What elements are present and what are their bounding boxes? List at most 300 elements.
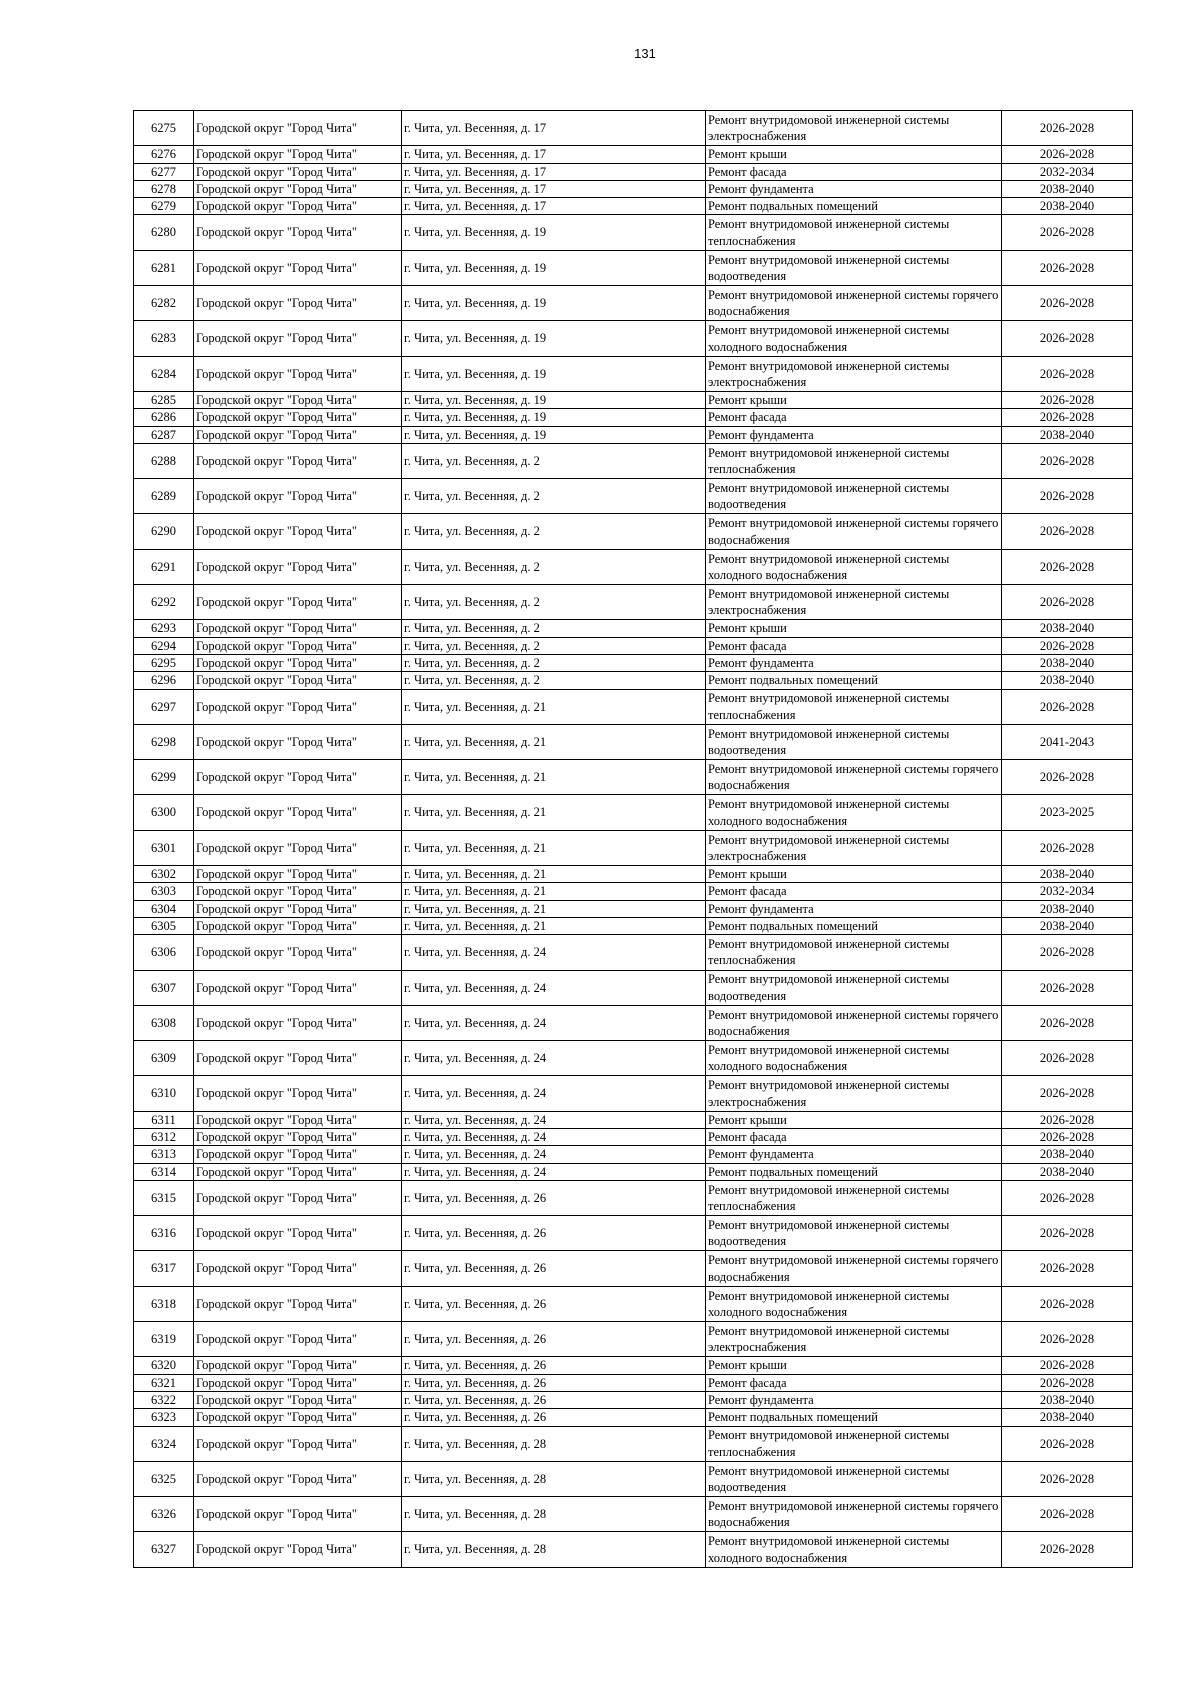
work-type-cell: Ремонт крыши — [706, 1357, 1002, 1374]
period-cell: 2026-2028 — [1002, 760, 1133, 795]
address-cell: г. Чита, ул. Весенняя, д. 2 — [402, 654, 706, 671]
work-type-cell: Ремонт фасада — [706, 1128, 1002, 1145]
period-cell: 2026-2028 — [1002, 1322, 1133, 1357]
municipality-cell: Городской округ "Город Чита" — [194, 1461, 402, 1496]
row-number-cell: 6308 — [134, 1005, 194, 1040]
period-cell: 2026-2028 — [1002, 970, 1133, 1005]
municipality-cell: Городской округ "Город Чита" — [194, 198, 402, 215]
row-number-cell: 6293 — [134, 620, 194, 637]
work-type-cell: Ремонт подвальных помещений — [706, 198, 1002, 215]
address-cell: г. Чита, ул. Весенняя, д. 21 — [402, 900, 706, 917]
municipality-cell: Городской округ "Город Чита" — [194, 1426, 402, 1461]
address-cell: г. Чита, ул. Весенняя, д. 21 — [402, 917, 706, 934]
period-cell: 2038-2040 — [1002, 900, 1133, 917]
municipality-cell: Городской округ "Город Чита" — [194, 900, 402, 917]
table-row — [134, 1216, 1133, 1251]
period-cell: 2026-2028 — [1002, 409, 1133, 426]
municipality-cell: Городской округ "Город Чита" — [194, 356, 402, 391]
table-row — [134, 1286, 1133, 1321]
table-row — [134, 1180, 1133, 1215]
municipality-cell: Городской округ "Город Чита" — [194, 321, 402, 356]
row-number-cell: 6321 — [134, 1374, 194, 1391]
municipality-cell: Городской округ "Город Чита" — [194, 215, 402, 250]
row-number-cell: 6276 — [134, 146, 194, 163]
period-cell: 2026-2028 — [1002, 1076, 1133, 1111]
work-type-cell: Ремонт внутридомовой инженерной системы теплоснабжения — [706, 935, 1002, 970]
work-type-cell: Ремонт внутридомовой инженерной системы теплоснабжения — [706, 443, 1002, 478]
table-row — [134, 286, 1133, 321]
row-number-cell: 6300 — [134, 795, 194, 830]
row-number-cell: 6314 — [134, 1163, 194, 1180]
period-cell: 2038-2040 — [1002, 1146, 1133, 1163]
address-cell: г. Чита, ул. Весенняя, д. 24 — [402, 1163, 706, 1180]
work-type-cell: Ремонт внутридомовой инженерной системы водоотведения — [706, 1461, 1002, 1496]
table-row — [134, 1426, 1133, 1461]
address-cell: г. Чита, ул. Весенняя, д. 26 — [402, 1216, 706, 1251]
row-number-cell: 6304 — [134, 900, 194, 917]
work-type-cell: Ремонт подвальных помещений — [706, 672, 1002, 689]
municipality-cell: Городской округ "Город Чита" — [194, 426, 402, 443]
address-cell: г. Чита, ул. Весенняя, д. 19 — [402, 286, 706, 321]
municipality-cell: Городской округ "Город Чита" — [194, 672, 402, 689]
period-cell: 2026-2028 — [1002, 585, 1133, 620]
municipality-cell: Городской округ "Город Чита" — [194, 866, 402, 883]
work-type-cell: Ремонт внутридомовой инженерной системы водоотведения — [706, 970, 1002, 1005]
address-cell: г. Чита, ул. Весенняя, д. 17 — [402, 198, 706, 215]
address-cell: г. Чита, ул. Весенняя, д. 2 — [402, 672, 706, 689]
row-number-cell: 6313 — [134, 1146, 194, 1163]
period-cell: 2026-2028 — [1002, 1426, 1133, 1461]
address-cell: г. Чита, ул. Весенняя, д. 19 — [402, 409, 706, 426]
address-cell: г. Чита, ул. Весенняя, д. 19 — [402, 356, 706, 391]
address-cell: г. Чита, ул. Весенняя, д. 21 — [402, 866, 706, 883]
period-cell: 2038-2040 — [1002, 917, 1133, 934]
row-number-cell: 6295 — [134, 654, 194, 671]
address-cell: г. Чита, ул. Весенняя, д. 21 — [402, 883, 706, 900]
municipality-cell: Городской округ "Город Чита" — [194, 1146, 402, 1163]
table-row — [134, 970, 1133, 1005]
municipality-cell: Городской округ "Город Чита" — [194, 917, 402, 934]
table-row — [134, 111, 1133, 146]
municipality-cell: Городской округ "Город Чита" — [194, 286, 402, 321]
table-row — [134, 391, 1133, 408]
municipality-cell: Городской округ "Город Чита" — [194, 180, 402, 197]
work-type-cell: Ремонт внутридомовой инженерной системы холодного водоснабжения — [706, 321, 1002, 356]
period-cell: 2038-2040 — [1002, 1391, 1133, 1408]
table-row — [134, 1391, 1133, 1408]
row-number-cell: 6292 — [134, 585, 194, 620]
row-number-cell: 6319 — [134, 1322, 194, 1357]
address-cell: г. Чита, ул. Весенняя, д. 24 — [402, 1146, 706, 1163]
address-cell: г. Чита, ул. Весенняя, д. 26 — [402, 1251, 706, 1286]
row-number-cell: 6316 — [134, 1216, 194, 1251]
table-row — [134, 1041, 1133, 1076]
work-type-cell: Ремонт внутридомовой инженерной системы водоотведения — [706, 250, 1002, 285]
table-row — [134, 883, 1133, 900]
municipality-cell: Городской округ "Город Чита" — [194, 1532, 402, 1567]
period-cell: 2026-2028 — [1002, 689, 1133, 724]
work-type-cell: Ремонт внутридомовой инженерной системы электроснабжения — [706, 111, 1002, 146]
row-number-cell: 6294 — [134, 637, 194, 654]
row-number-cell: 6322 — [134, 1391, 194, 1408]
address-cell: г. Чита, ул. Весенняя, д. 26 — [402, 1374, 706, 1391]
period-cell: 2032-2034 — [1002, 163, 1133, 180]
period-cell: 2026-2028 — [1002, 1216, 1133, 1251]
period-cell: 2026-2028 — [1002, 391, 1133, 408]
row-number-cell: 6280 — [134, 215, 194, 250]
work-type-cell: Ремонт внутридомовой инженерной системы электроснабжения — [706, 830, 1002, 865]
period-cell: 2026-2028 — [1002, 1497, 1133, 1532]
table-row — [134, 689, 1133, 724]
period-cell: 2026-2028 — [1002, 111, 1133, 146]
address-cell: г. Чита, ул. Весенняя, д. 24 — [402, 970, 706, 1005]
row-number-cell: 6283 — [134, 321, 194, 356]
work-type-cell: Ремонт внутридомовой инженерной системы холодного водоснабжения — [706, 1041, 1002, 1076]
address-cell: г. Чита, ул. Весенняя, д. 19 — [402, 391, 706, 408]
municipality-cell: Городской округ "Город Чита" — [194, 654, 402, 671]
period-cell: 2038-2040 — [1002, 426, 1133, 443]
address-cell: г. Чита, ул. Весенняя, д. 28 — [402, 1461, 706, 1496]
address-cell: г. Чита, ул. Весенняя, д. 2 — [402, 514, 706, 549]
period-cell: 2026-2028 — [1002, 1251, 1133, 1286]
address-cell: г. Чита, ул. Весенняя, д. 17 — [402, 111, 706, 146]
row-number-cell: 6307 — [134, 970, 194, 1005]
period-cell: 2026-2028 — [1002, 1286, 1133, 1321]
row-number-cell: 6298 — [134, 724, 194, 759]
work-type-cell: Ремонт внутридомовой инженерной системы водоотведения — [706, 479, 1002, 514]
repair-schedule-table — [133, 110, 1133, 1568]
municipality-cell: Городской округ "Город Чита" — [194, 935, 402, 970]
municipality-cell: Городской округ "Город Чита" — [194, 620, 402, 637]
period-cell: 2026-2028 — [1002, 1111, 1133, 1128]
row-number-cell: 6277 — [134, 163, 194, 180]
municipality-cell: Городской округ "Город Чита" — [194, 585, 402, 620]
address-cell: г. Чита, ул. Весенняя, д. 26 — [402, 1322, 706, 1357]
period-cell: 2038-2040 — [1002, 654, 1133, 671]
municipality-cell: Городской округ "Город Чита" — [194, 830, 402, 865]
period-cell: 2026-2028 — [1002, 1461, 1133, 1496]
period-cell: 2026-2028 — [1002, 637, 1133, 654]
row-number-cell: 6275 — [134, 111, 194, 146]
table-row — [134, 1532, 1133, 1567]
table-row — [134, 637, 1133, 654]
period-cell: 2026-2028 — [1002, 1005, 1133, 1040]
address-cell: г. Чита, ул. Весенняя, д. 28 — [402, 1426, 706, 1461]
row-number-cell: 6318 — [134, 1286, 194, 1321]
address-cell: г. Чита, ул. Весенняя, д. 26 — [402, 1180, 706, 1215]
work-type-cell: Ремонт фасада — [706, 409, 1002, 426]
row-number-cell: 6296 — [134, 672, 194, 689]
table-row — [134, 356, 1133, 391]
period-cell: 2026-2028 — [1002, 1041, 1133, 1076]
table-row — [134, 1409, 1133, 1426]
municipality-cell: Городской округ "Город Чита" — [194, 163, 402, 180]
municipality-cell: Городской округ "Город Чита" — [194, 637, 402, 654]
period-cell: 2038-2040 — [1002, 1163, 1133, 1180]
row-number-cell: 6299 — [134, 760, 194, 795]
table-row — [134, 198, 1133, 215]
table-row — [134, 795, 1133, 830]
row-number-cell: 6282 — [134, 286, 194, 321]
row-number-cell: 6284 — [134, 356, 194, 391]
period-cell: 2023-2025 — [1002, 795, 1133, 830]
period-cell: 2026-2028 — [1002, 1180, 1133, 1215]
address-cell: г. Чита, ул. Весенняя, д. 24 — [402, 1005, 706, 1040]
work-type-cell: Ремонт подвальных помещений — [706, 1163, 1002, 1180]
address-cell: г. Чита, ул. Весенняя, д. 26 — [402, 1409, 706, 1426]
table-row — [134, 1111, 1133, 1128]
address-cell: г. Чита, ул. Весенняя, д. 2 — [402, 585, 706, 620]
row-number-cell: 6301 — [134, 830, 194, 865]
work-type-cell: Ремонт крыши — [706, 866, 1002, 883]
municipality-cell: Городской округ "Город Чита" — [194, 1374, 402, 1391]
table-row — [134, 1128, 1133, 1145]
table-row — [134, 426, 1133, 443]
work-type-cell: Ремонт внутридомовой инженерной системы теплоснабжения — [706, 1426, 1002, 1461]
period-cell: 2032-2034 — [1002, 883, 1133, 900]
municipality-cell: Городской округ "Город Чита" — [194, 409, 402, 426]
work-type-cell: Ремонт фасада — [706, 637, 1002, 654]
table-row — [134, 1357, 1133, 1374]
address-cell: г. Чита, ул. Весенняя, д. 21 — [402, 830, 706, 865]
municipality-cell: Городской округ "Город Чита" — [194, 549, 402, 584]
address-cell: г. Чита, ул. Весенняя, д. 19 — [402, 250, 706, 285]
row-number-cell: 6323 — [134, 1409, 194, 1426]
table-row — [134, 479, 1133, 514]
row-number-cell: 6325 — [134, 1461, 194, 1496]
address-cell: г. Чита, ул. Весенняя, д. 19 — [402, 426, 706, 443]
table-row — [134, 146, 1133, 163]
period-cell: 2026-2028 — [1002, 1374, 1133, 1391]
table-row — [134, 1461, 1133, 1496]
period-cell: 2026-2028 — [1002, 443, 1133, 478]
work-type-cell: Ремонт подвальных помещений — [706, 1409, 1002, 1426]
address-cell: г. Чита, ул. Весенняя, д. 24 — [402, 1128, 706, 1145]
page-number: 131 — [634, 46, 656, 61]
address-cell: г. Чита, ул. Весенняя, д. 2 — [402, 479, 706, 514]
table-row — [134, 724, 1133, 759]
row-number-cell: 6290 — [134, 514, 194, 549]
municipality-cell: Городской округ "Город Чита" — [194, 111, 402, 146]
period-cell: 2026-2028 — [1002, 1128, 1133, 1145]
municipality-cell: Городской округ "Город Чита" — [194, 1286, 402, 1321]
work-type-cell: Ремонт фундамента — [706, 1391, 1002, 1408]
row-number-cell: 6327 — [134, 1532, 194, 1567]
row-number-cell: 6287 — [134, 426, 194, 443]
period-cell: 2026-2028 — [1002, 146, 1133, 163]
municipality-cell: Городской округ "Город Чита" — [194, 689, 402, 724]
address-cell: г. Чита, ул. Весенняя, д. 2 — [402, 549, 706, 584]
row-number-cell: 6289 — [134, 479, 194, 514]
municipality-cell: Городской округ "Город Чита" — [194, 250, 402, 285]
municipality-cell: Городской округ "Город Чита" — [194, 970, 402, 1005]
work-type-cell: Ремонт фундамента — [706, 900, 1002, 917]
municipality-cell: Городской округ "Город Чита" — [194, 1357, 402, 1374]
period-cell: 2038-2040 — [1002, 620, 1133, 637]
municipality-cell: Городской округ "Город Чита" — [194, 1041, 402, 1076]
period-cell: 2026-2028 — [1002, 215, 1133, 250]
table-body — [134, 111, 1133, 1568]
work-type-cell: Ремонт внутридомовой инженерной системы электроснабжения — [706, 1076, 1002, 1111]
period-cell: 2026-2028 — [1002, 830, 1133, 865]
municipality-cell: Городской округ "Город Чита" — [194, 760, 402, 795]
period-cell: 2026-2028 — [1002, 479, 1133, 514]
row-number-cell: 6306 — [134, 935, 194, 970]
table-row — [134, 250, 1133, 285]
municipality-cell: Городской округ "Город Чита" — [194, 479, 402, 514]
table-row — [134, 935, 1133, 970]
row-number-cell: 6286 — [134, 409, 194, 426]
municipality-cell: Городской округ "Город Чита" — [194, 1409, 402, 1426]
work-type-cell: Ремонт крыши — [706, 620, 1002, 637]
municipality-cell: Городской округ "Город Чита" — [194, 795, 402, 830]
municipality-cell: Городской округ "Город Чита" — [194, 724, 402, 759]
work-type-cell: Ремонт внутридомовой инженерной системы электроснабжения — [706, 1322, 1002, 1357]
period-cell: 2026-2028 — [1002, 935, 1133, 970]
work-type-cell: Ремонт фундамента — [706, 654, 1002, 671]
address-cell: г. Чита, ул. Весенняя, д. 19 — [402, 321, 706, 356]
work-type-cell: Ремонт фасада — [706, 163, 1002, 180]
work-type-cell: Ремонт фундамента — [706, 180, 1002, 197]
address-cell: г. Чита, ул. Весенняя, д. 17 — [402, 180, 706, 197]
row-number-cell: 6288 — [134, 443, 194, 478]
municipality-cell: Городской округ "Город Чита" — [194, 514, 402, 549]
row-number-cell: 6326 — [134, 1497, 194, 1532]
address-cell: г. Чита, ул. Весенняя, д. 24 — [402, 1111, 706, 1128]
work-type-cell: Ремонт подвальных помещений — [706, 917, 1002, 934]
municipality-cell: Городской округ "Город Чита" — [194, 1163, 402, 1180]
work-type-cell: Ремонт внутридомовой инженерной системы холодного водоснабжения — [706, 1286, 1002, 1321]
municipality-cell: Городской округ "Город Чита" — [194, 1391, 402, 1408]
address-cell: г. Чита, ул. Весенняя, д. 2 — [402, 637, 706, 654]
work-type-cell: Ремонт внутридомовой инженерной системы горячего водоснабжения — [706, 1497, 1002, 1532]
address-cell: г. Чита, ул. Весенняя, д. 2 — [402, 443, 706, 478]
municipality-cell: Городской округ "Город Чита" — [194, 1005, 402, 1040]
table-row — [134, 654, 1133, 671]
table-row — [134, 1497, 1133, 1532]
period-cell: 2026-2028 — [1002, 286, 1133, 321]
work-type-cell: Ремонт внутридомовой инженерной системы водоотведения — [706, 724, 1002, 759]
table-row — [134, 672, 1133, 689]
work-type-cell: Ремонт внутридомовой инженерной системы холодного водоснабжения — [706, 549, 1002, 584]
municipality-cell: Городской округ "Город Чита" — [194, 391, 402, 408]
table-row — [134, 1163, 1133, 1180]
address-cell: г. Чита, ул. Весенняя, д. 26 — [402, 1391, 706, 1408]
work-type-cell: Ремонт фундамента — [706, 426, 1002, 443]
period-cell: 2038-2040 — [1002, 180, 1133, 197]
address-cell: г. Чита, ул. Весенняя, д. 24 — [402, 935, 706, 970]
period-cell: 2041-2043 — [1002, 724, 1133, 759]
address-cell: г. Чита, ул. Весенняя, д. 21 — [402, 795, 706, 830]
work-type-cell: Ремонт внутридомовой инженерной системы холодного водоснабжения — [706, 1532, 1002, 1567]
work-type-cell: Ремонт внутридомовой инженерной системы теплоснабжения — [706, 1180, 1002, 1215]
row-number-cell: 6291 — [134, 549, 194, 584]
row-number-cell: 6320 — [134, 1357, 194, 1374]
row-number-cell: 6278 — [134, 180, 194, 197]
row-number-cell: 6309 — [134, 1041, 194, 1076]
row-number-cell: 6285 — [134, 391, 194, 408]
municipality-cell: Городской округ "Город Чита" — [194, 1251, 402, 1286]
table-row — [134, 1374, 1133, 1391]
work-type-cell: Ремонт внутридомовой инженерной системы горячего водоснабжения — [706, 760, 1002, 795]
table-row — [134, 1076, 1133, 1111]
period-cell: 2038-2040 — [1002, 866, 1133, 883]
municipality-cell: Городской округ "Город Чита" — [194, 146, 402, 163]
row-number-cell: 6303 — [134, 883, 194, 900]
period-cell: 2026-2028 — [1002, 356, 1133, 391]
work-type-cell: Ремонт внутридомовой инженерной системы холодного водоснабжения — [706, 795, 1002, 830]
table-row — [134, 620, 1133, 637]
row-number-cell: 6281 — [134, 250, 194, 285]
work-type-cell: Ремонт внутридомовой инженерной системы горячего водоснабжения — [706, 1251, 1002, 1286]
municipality-cell: Городской округ "Город Чита" — [194, 443, 402, 478]
row-number-cell: 6311 — [134, 1111, 194, 1128]
row-number-cell: 6279 — [134, 198, 194, 215]
table-row — [134, 866, 1133, 883]
row-number-cell: 6324 — [134, 1426, 194, 1461]
work-type-cell: Ремонт внутридомовой инженерной системы теплоснабжения — [706, 689, 1002, 724]
address-cell: г. Чита, ул. Весенняя, д. 24 — [402, 1041, 706, 1076]
municipality-cell: Городской округ "Город Чита" — [194, 1322, 402, 1357]
work-type-cell: Ремонт внутридомовой инженерной системы теплоснабжения — [706, 215, 1002, 250]
table-row — [134, 163, 1133, 180]
row-number-cell: 6297 — [134, 689, 194, 724]
address-cell: г. Чита, ул. Весенняя, д. 21 — [402, 760, 706, 795]
work-type-cell: Ремонт внутридомовой инженерной системы горячего водоснабжения — [706, 286, 1002, 321]
table-row — [134, 1251, 1133, 1286]
table-row — [134, 1005, 1133, 1040]
table-row — [134, 321, 1133, 356]
work-type-cell: Ремонт внутридомовой инженерной системы электроснабжения — [706, 356, 1002, 391]
address-cell: г. Чита, ул. Весенняя, д. 26 — [402, 1286, 706, 1321]
period-cell: 2038-2040 — [1002, 198, 1133, 215]
work-type-cell: Ремонт фасада — [706, 883, 1002, 900]
table-row — [134, 760, 1133, 795]
period-cell: 2038-2040 — [1002, 672, 1133, 689]
table-row — [134, 585, 1133, 620]
municipality-cell: Городской округ "Город Чита" — [194, 1497, 402, 1532]
period-cell: 2026-2028 — [1002, 549, 1133, 584]
work-type-cell: Ремонт внутридомовой инженерной системы горячего водоснабжения — [706, 1005, 1002, 1040]
address-cell: г. Чита, ул. Весенняя, д. 17 — [402, 146, 706, 163]
row-number-cell: 6305 — [134, 917, 194, 934]
period-cell: 2026-2028 — [1002, 514, 1133, 549]
work-type-cell: Ремонт внутридомовой инженерной системы водоотведения — [706, 1216, 1002, 1251]
municipality-cell: Городской округ "Город Чита" — [194, 1076, 402, 1111]
period-cell: 2038-2040 — [1002, 1409, 1133, 1426]
row-number-cell: 6317 — [134, 1251, 194, 1286]
table-row — [134, 443, 1133, 478]
address-cell: г. Чита, ул. Весенняя, д. 19 — [402, 215, 706, 250]
work-type-cell: Ремонт фасада — [706, 1374, 1002, 1391]
table-row — [134, 180, 1133, 197]
work-type-cell: Ремонт внутридомовой инженерной системы горячего водоснабжения — [706, 514, 1002, 549]
work-type-cell: Ремонт крыши — [706, 1111, 1002, 1128]
table-row — [134, 409, 1133, 426]
municipality-cell: Городской округ "Город Чита" — [194, 1111, 402, 1128]
row-number-cell: 6302 — [134, 866, 194, 883]
work-type-cell: Ремонт крыши — [706, 391, 1002, 408]
municipality-cell: Городской округ "Город Чита" — [194, 1180, 402, 1215]
period-cell: 2026-2028 — [1002, 321, 1133, 356]
table-row — [134, 549, 1133, 584]
work-type-cell: Ремонт крыши — [706, 146, 1002, 163]
period-cell: 2026-2028 — [1002, 250, 1133, 285]
address-cell: г. Чита, ул. Весенняя, д. 17 — [402, 163, 706, 180]
municipality-cell: Городской округ "Город Чита" — [194, 1128, 402, 1145]
row-number-cell: 6315 — [134, 1180, 194, 1215]
table-row — [134, 514, 1133, 549]
